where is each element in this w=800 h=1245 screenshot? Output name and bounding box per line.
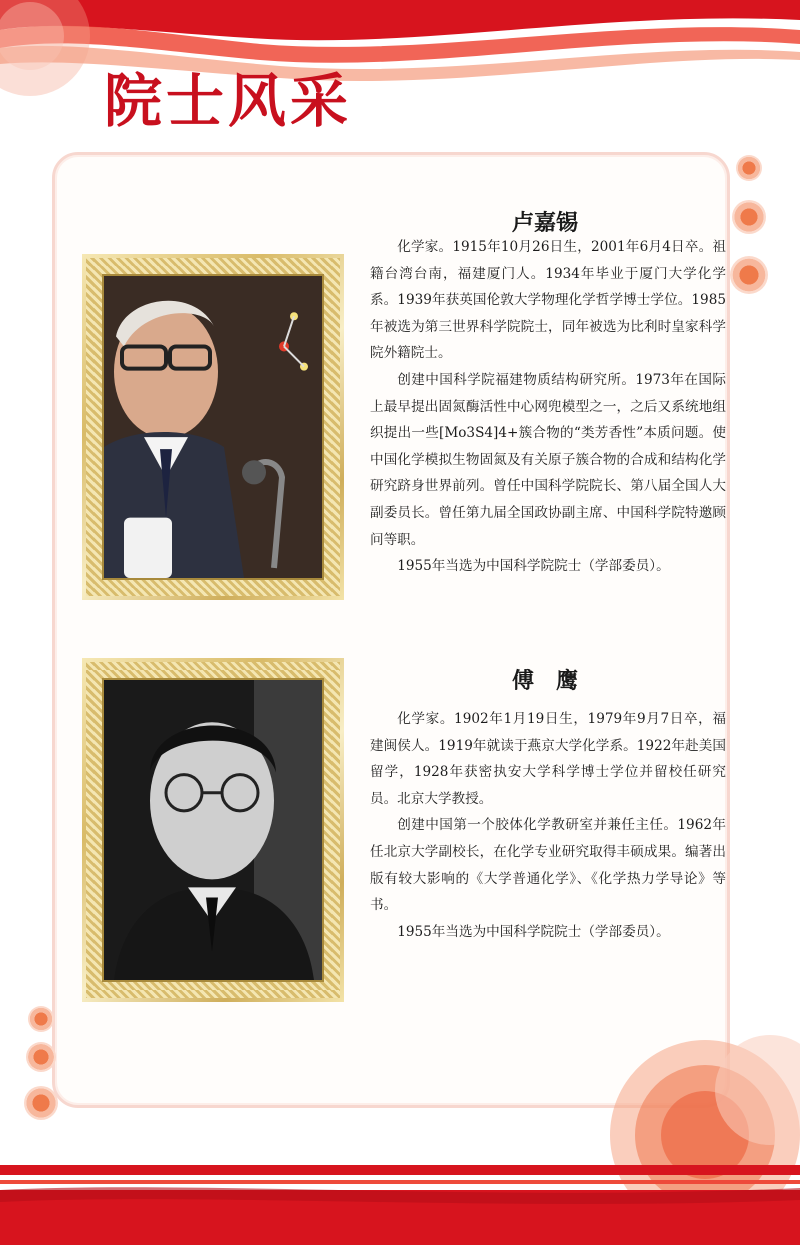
decorative-dot-icon: [732, 200, 766, 234]
portrait-photo-icon: [102, 274, 324, 580]
profile-bio: [370, 234, 726, 580]
profile-name: 傅 鹰: [511, 668, 578, 694]
footer-decoration: [0, 1020, 800, 1245]
profile-bio: [370, 706, 726, 945]
decorative-dot-icon: [736, 155, 762, 181]
bio-paragraph: 1955年当选为中国科学院院士（学部委员）。: [397, 558, 670, 575]
page-title: 院士风采: [104, 67, 353, 135]
bio-paragraph: 创建中国第一个胶体化学教研室并兼任主任。1962年任北京大学副校长，在化学专业研究取得丰硕成果。编著出版有较大影响的《大学普通化学》、《化学热力学导论》等书。: [370, 817, 726, 914]
portrait-frame: [82, 254, 344, 600]
profile-name: 卢嘉锡: [511, 210, 578, 236]
bio-paragraph: 化学家。1915年10月26日生，2001年6月4日卒。祖籍台湾台南，福建厦门人。1934年毕业于厦门大学化学系。1939年获英国伦敦大学物理化学哲学博士学位。1985年被选为第三世界科学院院士，同年被选为比利时皇家科学院外籍院士。: [370, 239, 726, 362]
bio-paragraph: 化学家。1902年1月19日生，1979年9月7日卒，福建闽侯人。1919年就读于燕京大学化学系。1922年赴美国留学，1928年获密执安大学科学博士学位并留校任研究员。北京大学教授。: [370, 711, 726, 807]
bio-paragraph: 1955年当选为中国科学院院士（学部委员）。: [397, 923, 670, 940]
bio-paragraph: 创建中国科学院福建物质结构研究所。1973年在国际上最早提出固氮酶活性中心网兜模型之一，之后又系统地组织提出一些[Mo3S4]4+簇合物的“类芳香性”本质问题。使中国化学模拟生物固氮及有关原子簇合物的合成和结构化学研究跻身世界前列。曾任中国科学院院长、第八届全国人大副委员长。曾任第九届全国政协副主席、中国科学院特邀顾问等职。: [370, 371, 726, 548]
decorative-dot-icon: [730, 256, 768, 294]
portrait-photo-icon: [102, 678, 324, 982]
portrait-frame: [82, 658, 344, 1002]
